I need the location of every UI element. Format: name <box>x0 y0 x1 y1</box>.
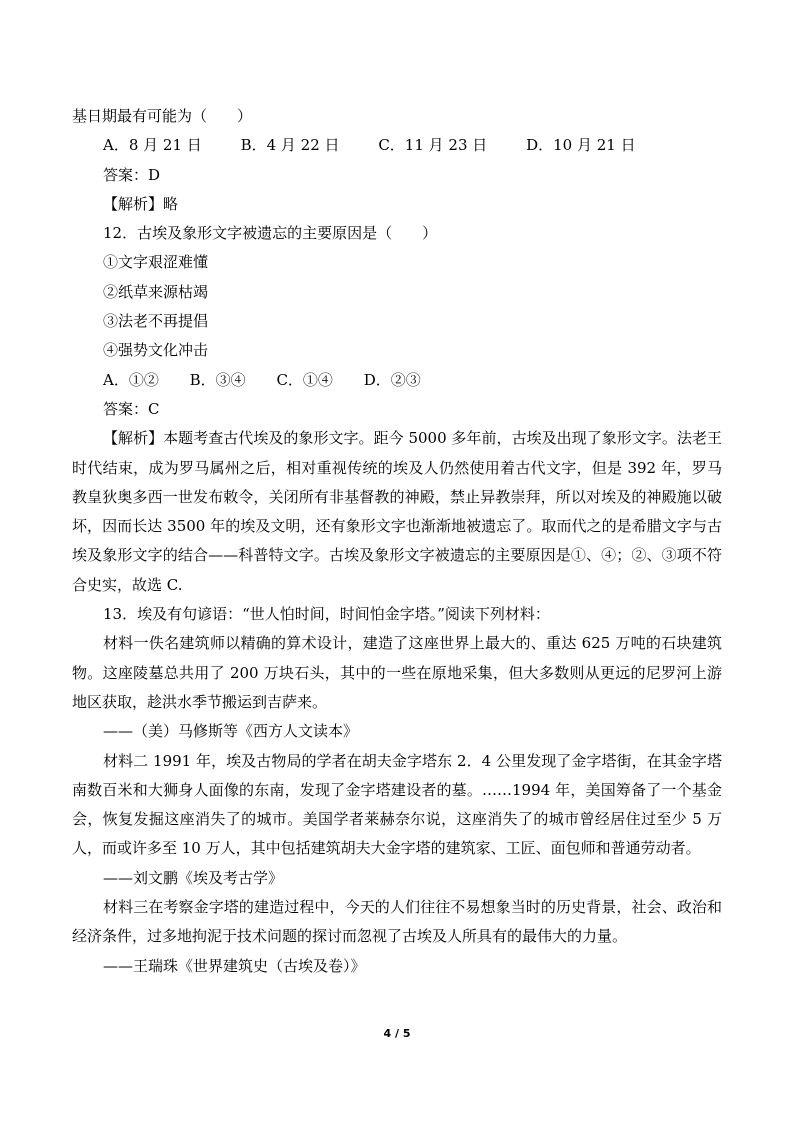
q12-options <box>72 366 722 395</box>
q12-option-b: B．③④ <box>189 370 246 389</box>
q12-analysis: 【解析】本题考查古代埃及的象形文字。距今 5000 多年前，古埃及出现了象形文字。法老王时代结束，成为罗马属州之后，相对重视传统的埃及人仍然使用着古代文字，但是 392 年，罗马教皇狄奥多西一世发布敕令，关闭所有非基督教的神殿，禁止异教崇拜，所以对埃及的神殿施以破坏，因而长达 3500 年的埃及文明，还有象形文字也渐渐地被遗忘了。取而代之的是希腊文字与古埃及象形文字的结合——科普特文字。古埃及象形文字被遗忘的主要原因是①、④；②、③项不符合史实，故选 C. <box>72 429 722 594</box>
q13-material-3: 材料三在考察金字塔的建造过程中，今天的人们往往不易想象当时的历史背景，社会、政治和经济条件，过多地拘泥于技术问题的探讨而忽视了古埃及人所具有的最伟大的力量。 <box>72 898 722 946</box>
q11-option-b: B．4 月 22 日 <box>240 136 340 155</box>
q13-source-2: ——刘文鹏《埃及考古学》 <box>103 868 284 887</box>
q12-item-1: ①文字艰涩难懂 <box>103 253 209 272</box>
q12-option-c: C．①④ <box>276 370 333 389</box>
q12-item-2: ②纸草来源枯竭 <box>103 282 209 301</box>
page-number: 4 / 5 <box>383 1027 411 1040</box>
q13-stem: 13．埃及有句谚语：“世人怕时间，时间怕金字塔。”阅读下列材料： <box>103 605 550 624</box>
q12-item-4: ④强势文化冲击 <box>103 341 209 360</box>
page-content <box>72 102 722 981</box>
q13-source-1: ——（美）马修斯等《西方人文读本》 <box>103 722 359 741</box>
q11-option-c: C．11 月 23 日 <box>378 136 488 155</box>
q12-answer: 答案：C <box>103 399 160 418</box>
q11-option-d: D．10 月 21 日 <box>526 136 636 155</box>
q12-option-d: D．②③ <box>363 370 421 389</box>
q11-answer: 答案：D <box>103 165 161 184</box>
q11-options <box>72 131 722 160</box>
q12-item-3: ③法老不再提倡 <box>103 312 209 331</box>
q11-stem-tail: 基日期最有可能为（ ） <box>72 107 253 125</box>
q11-option-a: A．8 月 21 日 <box>103 136 202 155</box>
q13-material-1: 材料一佚名建筑师以精确的算术设计，建造了这座世界上最大的、重达 625 万吨的石块建筑物。这座陵墓总共用了 200 万块石头，其中的一些在原地采集，但大多数则从更远的尼罗河上游地区获取，趁洪水季节搬运到吉萨来。 <box>72 634 722 711</box>
q12-option-a: A．①② <box>103 370 159 389</box>
q13-source-3: ——王瑞珠《世界建筑史（古埃及卷）》 <box>103 956 366 975</box>
q13-material-2: 材料二 1991 年，埃及古物局的学者在胡夫金字塔东 2．4 公里发现了金字塔街，在其金字塔南数百米和大狮身人面像的东南，发现了金字塔建设者的墓。……1994 年，美国筹备了一个基金会，恢复发掘这座消失了的城市。美国学者莱赫奈尔说，这座消失了的城市曾经居住过至少 5 万人，而或许多至 10 万人，其中包括建筑胡夫大金字塔的建筑家、工匠、面包师和普通劳动者。 <box>72 751 722 858</box>
q12-stem: 12．古埃及象形文字被遗忘的主要原因是（ ） <box>103 224 438 243</box>
q11-analysis: 【解析】略 <box>103 194 179 213</box>
